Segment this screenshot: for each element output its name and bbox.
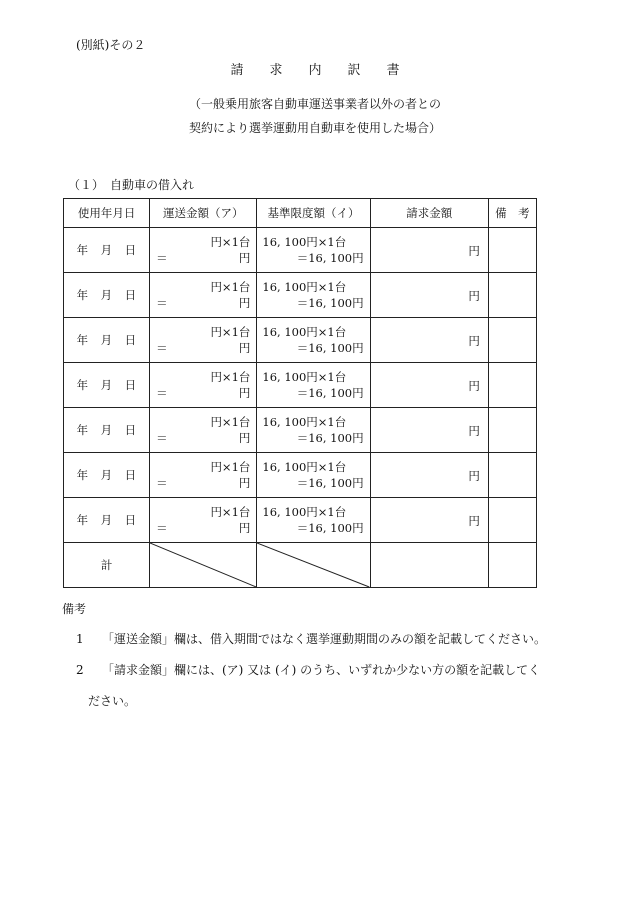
transport-amount-cell[interactable] <box>150 408 257 453</box>
remarks-cell[interactable] <box>488 408 536 453</box>
total-base-cell <box>257 543 370 588</box>
header-transport-amount: 運送金額（ア） <box>150 199 257 228</box>
usage-date-cell: 年 月 日 <box>64 453 150 498</box>
total-remarks-cell <box>488 543 536 588</box>
table-row <box>64 408 537 453</box>
unit-per-vehicle: 円×1台 <box>210 370 251 384</box>
equals-sign: ＝ <box>156 521 168 535</box>
yen-unit: 円 <box>238 431 251 445</box>
yen-unit: 円 <box>468 379 480 393</box>
total-row <box>64 543 537 588</box>
section-heading: （１） 自動車の借入れ <box>68 178 195 192</box>
equals-sign: ＝ <box>156 251 168 265</box>
yen-unit: 円 <box>468 514 480 528</box>
equals-sign: ＝ <box>156 296 168 310</box>
usage-date-cell: 年 月 日 <box>64 408 150 453</box>
yen-unit: 円 <box>238 386 251 400</box>
base-limit-result: ＝16, 100円 <box>296 341 364 355</box>
claim-amount-cell[interactable] <box>370 408 488 453</box>
base-limit-cell <box>257 228 370 273</box>
table-row <box>64 228 537 273</box>
base-limit-result: ＝16, 100円 <box>296 476 364 490</box>
claim-breakdown-table <box>63 198 537 588</box>
yen-unit: 円 <box>238 296 251 310</box>
yen-unit: 円 <box>468 244 480 258</box>
total-claim-cell <box>370 543 488 588</box>
yen-unit: 円 <box>468 289 480 303</box>
usage-date-cell: 年 月 日 <box>64 318 150 363</box>
base-limit-cell <box>257 273 370 318</box>
transport-amount-cell[interactable] <box>150 318 257 363</box>
unit-per-vehicle: 円×1台 <box>210 235 251 249</box>
header-usage-date: 使用年月日 <box>64 199 150 228</box>
note-text: 「運送金額」欄は、借入期間ではなく選挙運動期間のみの額を記載してください。 <box>102 632 547 646</box>
base-limit-result: ＝16, 100円 <box>296 251 364 265</box>
transport-amount-cell[interactable] <box>150 273 257 318</box>
annex-label: (別紙)その２ <box>76 38 146 52</box>
base-limit-cell <box>257 498 370 543</box>
table-row <box>64 318 537 363</box>
transport-amount-cell[interactable] <box>150 363 257 408</box>
claim-amount-cell[interactable] <box>370 498 488 543</box>
yen-unit: 円 <box>238 476 251 490</box>
unit-per-vehicle: 円×1台 <box>210 325 251 339</box>
base-limit-formula: 16, 100円×1台 <box>262 235 347 249</box>
total-transport-cell <box>150 543 257 588</box>
remarks-cell[interactable] <box>488 318 536 363</box>
note-text: 「請求金額」欄には、(ア) 又は (イ) のうち、いずれか少ない方の額を記載してく <box>102 663 541 677</box>
usage-date-cell: 年 月 日 <box>64 498 150 543</box>
remarks-cell[interactable] <box>488 228 536 273</box>
equals-sign: ＝ <box>156 476 168 490</box>
table-row <box>64 273 537 318</box>
base-limit-result: ＝16, 100円 <box>296 296 364 310</box>
remarks-cell[interactable] <box>488 498 536 543</box>
usage-date-cell: 年 月 日 <box>64 273 150 318</box>
transport-amount-cell[interactable] <box>150 498 257 543</box>
diagonal-slash <box>150 543 256 587</box>
base-limit-result: ＝16, 100円 <box>296 431 364 445</box>
base-limit-cell <box>257 363 370 408</box>
note-number: 1 <box>76 632 84 646</box>
base-limit-formula: 16, 100円×1台 <box>262 415 347 429</box>
yen-unit: 円 <box>468 334 480 348</box>
usage-date-cell: 年 月 日 <box>64 363 150 408</box>
claim-amount-cell[interactable] <box>370 228 488 273</box>
unit-per-vehicle: 円×1台 <box>210 415 251 429</box>
base-limit-result: ＝16, 100円 <box>296 386 364 400</box>
yen-unit: 円 <box>238 521 251 535</box>
claim-amount-cell[interactable] <box>370 273 488 318</box>
header-claim-amount: 請求金額 <box>370 199 488 228</box>
diagonal-slash <box>257 543 369 587</box>
remarks-cell[interactable] <box>488 273 536 318</box>
unit-per-vehicle: 円×1台 <box>210 505 251 519</box>
unit-per-vehicle: 円×1台 <box>210 460 251 474</box>
claim-amount-cell[interactable] <box>370 363 488 408</box>
notes-title: 備考 <box>62 602 87 616</box>
transport-amount-cell[interactable] <box>150 453 257 498</box>
yen-unit: 円 <box>238 341 251 355</box>
table-row <box>64 363 537 408</box>
note-continuation: ださい。 <box>88 694 137 708</box>
base-limit-cell <box>257 453 370 498</box>
header-base-limit: 基準限度額（イ） <box>257 199 370 228</box>
header-remarks: 備 考 <box>488 199 536 228</box>
base-limit-cell <box>257 408 370 453</box>
base-limit-formula: 16, 100円×1台 <box>262 505 347 519</box>
yen-unit: 円 <box>468 469 480 483</box>
yen-unit: 円 <box>468 424 480 438</box>
remarks-cell[interactable] <box>488 453 536 498</box>
table-row <box>64 498 537 543</box>
subtitle-line-2: 契約により選挙運動用自動車を使用した場合） <box>188 121 441 135</box>
base-limit-formula: 16, 100円×1台 <box>262 460 347 474</box>
subtitle-line-1: （一般乗用旅客自動車運送事業者以外の者との <box>188 97 441 111</box>
base-limit-formula: 16, 100円×1台 <box>262 325 347 339</box>
equals-sign: ＝ <box>156 341 168 355</box>
remarks-cell[interactable] <box>488 363 536 408</box>
usage-date-cell: 年 月 日 <box>64 228 150 273</box>
equals-sign: ＝ <box>156 386 168 400</box>
base-limit-formula: 16, 100円×1台 <box>262 280 347 294</box>
document-title: 請 求 内 訳 書 <box>230 63 400 78</box>
equals-sign: ＝ <box>156 431 168 445</box>
claim-amount-cell[interactable] <box>370 318 488 363</box>
note-number: 2 <box>76 663 84 677</box>
base-limit-cell <box>257 318 370 363</box>
table-row <box>64 453 537 498</box>
unit-per-vehicle: 円×1台 <box>210 280 251 294</box>
base-limit-formula: 16, 100円×1台 <box>262 370 347 384</box>
transport-amount-cell[interactable] <box>150 228 257 273</box>
claim-amount-cell[interactable] <box>370 453 488 498</box>
note-item <box>76 630 546 647</box>
base-limit-result: ＝16, 100円 <box>296 521 364 535</box>
total-label: 計 <box>64 543 150 588</box>
yen-unit: 円 <box>238 251 251 265</box>
note-item <box>76 661 540 678</box>
